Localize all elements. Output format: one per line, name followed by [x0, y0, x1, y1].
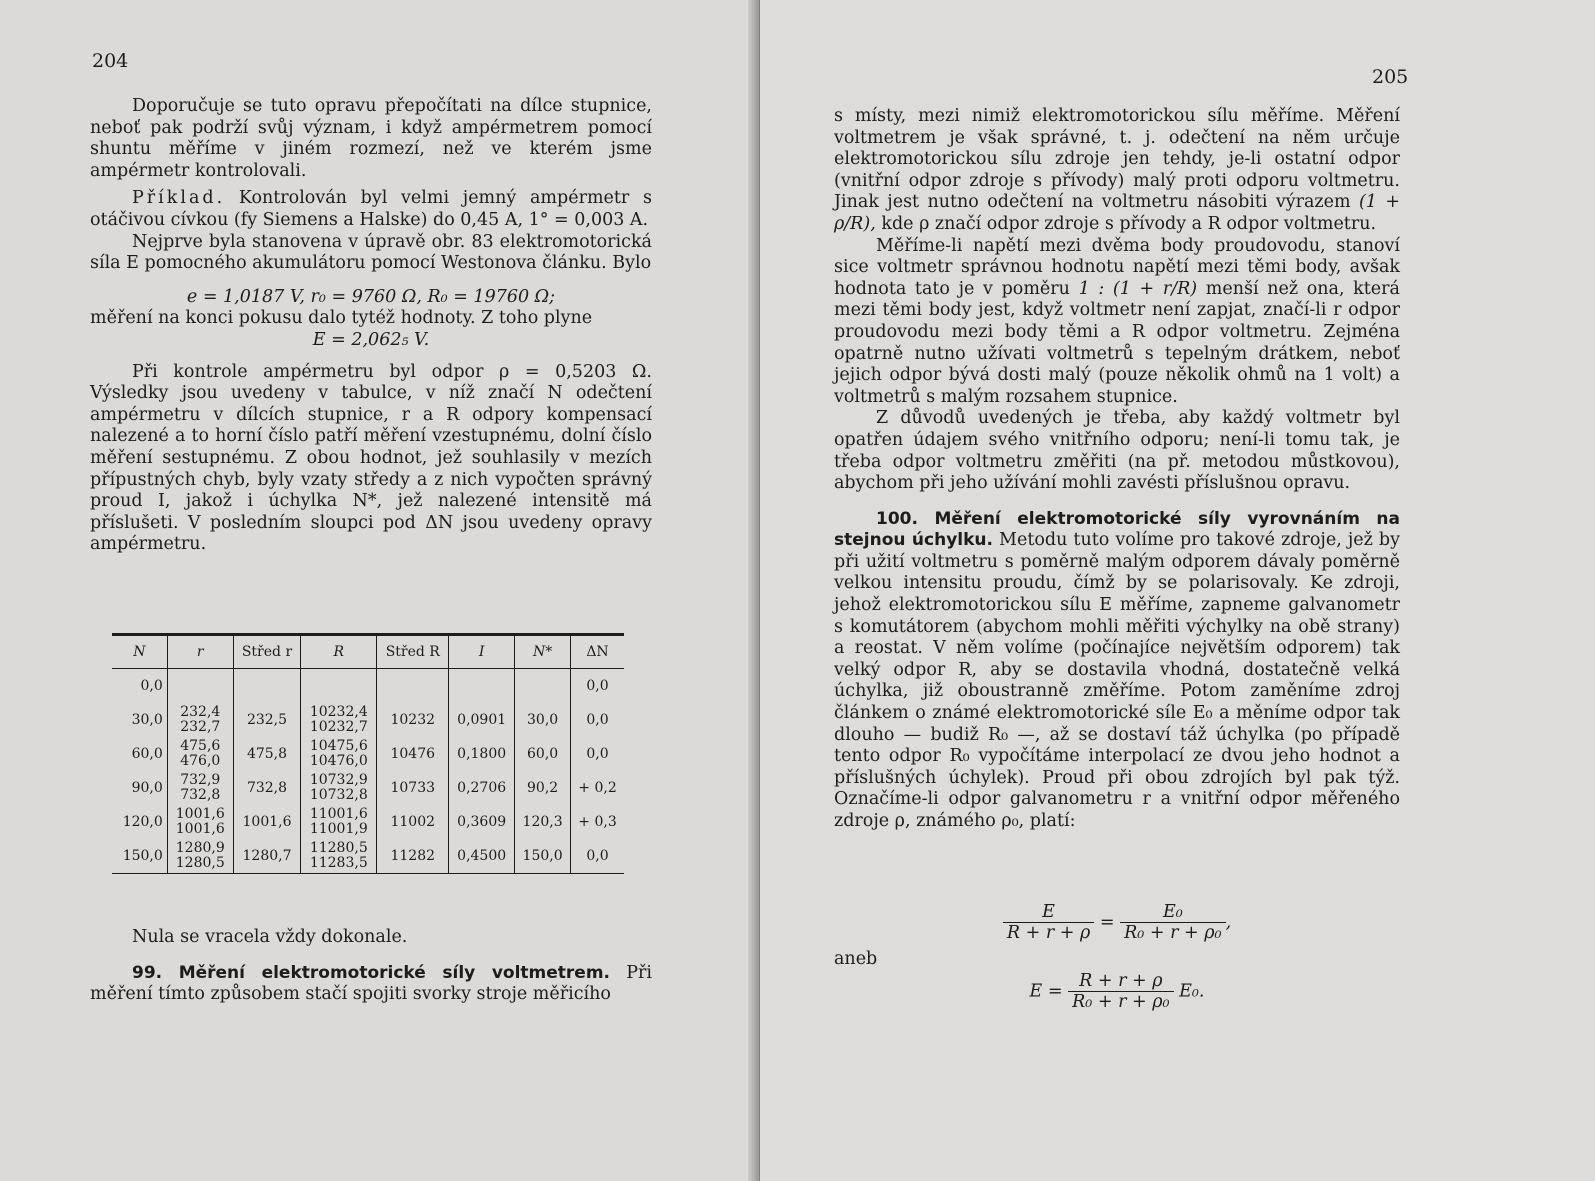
- cell-R: [301, 737, 377, 771]
- example-lead: Příklad.: [132, 188, 226, 209]
- left-body: [90, 96, 652, 556]
- cell-nstar: 150,0: [515, 839, 571, 874]
- formula-1: [834, 902, 1400, 943]
- cell-dn: 0,0: [571, 839, 624, 874]
- r-up: 1280,9: [175, 840, 225, 856]
- aneb: aneb: [834, 949, 878, 969]
- equation: e = 1,0187 V, r₀ = 9760 Ω, R₀ = 19760 Ω;: [186, 286, 556, 307]
- cell-R-mid: [377, 669, 449, 704]
- cell-r-mid: [233, 669, 300, 704]
- r-up: 1001,6: [175, 806, 225, 822]
- r-down: 1001,6: [175, 821, 225, 837]
- table-row: [112, 737, 624, 771]
- r-down: 732,8: [180, 787, 221, 803]
- r-down: 476,0: [180, 753, 221, 769]
- cell-n: 120,0: [122, 814, 163, 830]
- denominator: R₀ + r + ρ₀: [1072, 992, 1170, 1012]
- paragraph-text: kde ρ značí odpor zdroje s přívody a R odpor voltmetru.: [881, 213, 1377, 234]
- cell-dn: 0,0: [571, 669, 624, 704]
- R-up: 11280,5: [309, 840, 368, 856]
- left-page: [0, 0, 760, 1181]
- r-up: 232,4: [180, 704, 221, 720]
- section-100: [834, 509, 1400, 833]
- cell-r: [167, 771, 233, 805]
- cell-R: [301, 703, 377, 737]
- R-down: 11001,9: [309, 821, 368, 837]
- cell-r: [167, 805, 233, 839]
- paragraph: [834, 106, 1400, 236]
- cell-dn: + 0,3: [571, 805, 624, 839]
- r-down: 232,7: [180, 719, 221, 735]
- page-number-right: 205: [1372, 66, 1409, 88]
- R-down: 11283,5: [309, 855, 368, 871]
- col-header: N*: [515, 635, 571, 669]
- cell-dn: 0,0: [571, 703, 624, 737]
- measurement-table: [112, 633, 624, 874]
- R-up: 10475,6: [309, 738, 368, 754]
- col-header: N: [112, 635, 167, 669]
- r-down: 1280,5: [175, 855, 225, 871]
- cell-r: [167, 703, 233, 737]
- equals-sign: =: [1099, 912, 1115, 933]
- table-row: [112, 669, 624, 704]
- formula-block: [834, 902, 1400, 1012]
- cell-i: 0,4500: [449, 839, 515, 874]
- cell-n: 90,0: [131, 780, 163, 796]
- paragraph: Nejprve byla stanovena v úpravě obr. 83 elektromotorická síla E pomocného akumulátoru pomocí Westonova článku. Bylo: [90, 231, 652, 274]
- cell-r-mid: 1280,7: [233, 839, 300, 874]
- cell-nstar: 90,2: [515, 771, 571, 805]
- cell-r: [167, 737, 233, 771]
- section-99: [90, 963, 652, 1006]
- formula-tail: E₀.: [1179, 981, 1205, 1002]
- numerator: E₀: [1120, 902, 1225, 923]
- R-down: 10476,0: [309, 753, 368, 769]
- equation: E = 2,062₅ V.: [312, 329, 430, 350]
- paragraph-text: s místy, mezi nimiž elektromotorickou sílu měříme. Měření voltmetrem je však správné, t. j. odečtení na něm určuje elektromotorickou sílu zdroje jen tehdy, je-li ostatní odpor (vnitřní odpor zdroje s přívody) malý proti odporu voltmetru. Jinak jest nutno odečtení na voltmetru násobiti výrazem: [834, 106, 1400, 213]
- formula-2: [834, 971, 1400, 1012]
- section-heading: 99. Měření elektromotorické síly voltmetrem.: [132, 962, 611, 983]
- paragraph-text: Měříme-li napětí mezi dvěma body proudovodu, stanoví sice voltmetr správnou hodnotu napětí mezi těmi body, avšak hodnota tato je v poměru: [834, 235, 1400, 299]
- col-header: I: [449, 635, 515, 669]
- cell-n: 150,0: [112, 839, 167, 874]
- cell-R: [301, 839, 377, 874]
- table-row: [112, 805, 624, 839]
- cell-R: [301, 669, 377, 704]
- cell-R-mid: 10476: [377, 737, 449, 771]
- denominator: R₀ + r + ρ₀: [1124, 923, 1222, 943]
- formula-lhs: E =: [1029, 981, 1063, 1002]
- paragraph: měření na konci pokusu dalo tytéž hodnoty. Z toho plyne: [90, 308, 593, 329]
- cell-dn: 0,0: [571, 737, 624, 771]
- paragraph: [834, 236, 1400, 409]
- right-page: [760, 0, 1595, 1181]
- example-text: Kontrolován byl velmi jemný ampérmetr s otáčivou cívkou (fy Siemens a Halske) do 0,45 A, 1° = 0,003 A.: [90, 188, 652, 230]
- section-text: Metodu tuto volíme pro takové zdroje, jež by při užití voltmetru s poměrně malým odporem dávaly poměrně velkou intensitu proudu, čímž by se polarisovaly. Ke zdroji, jehož elektromotorickou sílu E měříme, zapneme galvanometr s komutátorem (abychom mohli měřiti výchylky na obě strany) a reostat. V něm volíme (počínajíce největším odporem) tak velký odpor R, aby se dostavila vhodná, dostatečně velká úchylka, již oboustranně změříme. Potom zaměníme zdroj článkem o známé elektromotorické síle E₀ a měníme odpor tak dlouho — budiž R₀ —, až se dostaví táž úchylka (po případě tento odpor R₀ vypočítáme interpolací ze dvou jeho hodnot a příslušných úchylek). Proud při obou zdrojích byl pak týž. Označíme-li odpor galvanometru r a vnitřní odpor měřeného zdroje ρ, známého ρ₀, platí:: [834, 530, 1400, 831]
- measurement-table-wrap: [112, 633, 624, 874]
- cell-r: [167, 669, 233, 704]
- cell-nstar: 120,3: [515, 805, 571, 839]
- paragraph-text: menší než ona, která mezi těmi body jest, když voltmetr není zapjat, značí-li r odpor proudovodu mezi body těmi a R odpor voltmetru. Zejména opatrně nutno užívati voltmetrů s tepelným drátkem, neboť jejich odpor bývá dosti malý (pouze několik ohmů na 1 volt) a voltmetrů s malým rozsahem stupnice.: [834, 278, 1400, 407]
- cell-R-mid: 10232: [377, 703, 449, 737]
- paragraph: Doporučuje se tuto opravu přepočítati na dílce stupnice, neboť pak podrží svůj význam, i když ampérmetrem pomocí shuntu měříme v jiném rozmezí, než ve kterém jsme ampérmetr kontrolovali.: [90, 96, 652, 181]
- cell-r-mid: 1001,6: [233, 805, 300, 839]
- cell-R: [301, 771, 377, 805]
- paragraph: Nula se vracela vždy dokonale.: [132, 927, 408, 947]
- numerator: R + r + ρ: [1068, 971, 1173, 992]
- cell-R: [301, 805, 377, 839]
- table-row: [112, 839, 624, 874]
- cell-nstar: 60,0: [515, 737, 571, 771]
- cell-n: 60,0: [131, 746, 163, 762]
- col-header: r: [167, 635, 233, 669]
- cell-nstar: [515, 669, 571, 704]
- cell-R-mid: 11002: [377, 805, 449, 839]
- R-up: 11001,6: [309, 806, 368, 822]
- cell-i: 0,3609: [449, 805, 515, 839]
- cell-r-mid: 232,5: [233, 703, 300, 737]
- cell-i: 0,2706: [449, 771, 515, 805]
- cell-i: 0,0901: [449, 703, 515, 737]
- R-up: 10232,4: [309, 704, 368, 720]
- cell-n: 30,0: [131, 712, 163, 728]
- cell-dn: + 0,2: [571, 771, 624, 805]
- table-row: [112, 703, 624, 737]
- cell-r-mid: 475,8: [233, 737, 300, 771]
- right-body: [834, 106, 1400, 833]
- col-header: ΔN: [571, 635, 624, 669]
- R-down: 10232,7: [309, 719, 368, 735]
- cell-i: [449, 669, 515, 704]
- paragraph: [90, 188, 652, 231]
- r-up: 475,6: [180, 738, 221, 754]
- section-heading: 100. Měření elektromotorické síly vyrovnáním na stejnou úchylku.: [834, 508, 1400, 551]
- punctuation: ,: [1225, 912, 1232, 933]
- fraction: [1120, 902, 1225, 943]
- R-down: 10732,8: [309, 787, 368, 803]
- fraction: [1068, 971, 1173, 1012]
- inline-formula: 1 : (1 + r/R): [1078, 278, 1198, 299]
- numerator: E: [1003, 902, 1094, 923]
- left-body-bottom: [90, 927, 652, 1006]
- cell-r-mid: 732,8: [233, 771, 300, 805]
- paragraph: Z důvodů uvedených je třeba, aby každý voltmetr byl opatřen údajem svého vnitřního odporu; není-li tomu tak, je třeba odpor voltmetru změřiti (na př. metodou můstkovou), abychom při jeho užívání mohli zavésti příslušnou opravu.: [834, 408, 1400, 494]
- R-up: 10732,9: [309, 772, 368, 788]
- inline-formula: (1 + ρ/R),: [834, 192, 1400, 234]
- cell-i: 0,1800: [449, 737, 515, 771]
- table-row: [112, 771, 624, 805]
- denominator: R + r + ρ: [1006, 923, 1091, 943]
- cell-R-mid: 10733: [377, 771, 449, 805]
- col-header: R: [301, 635, 377, 669]
- col-header: Střed R: [377, 635, 449, 669]
- cell-R-mid: 11282: [377, 839, 449, 874]
- paragraph: Při kontrole ampérmetru byl odpor ρ = 0,5203 Ω. Výsledky jsou uvedeny v tabulce, v níž značí N odečtení ampérmetru v dílcích stupnice, r a R odpory kompensací nalezené a to horní číslo patří měření vzestupnému, dolní číslo měření sestupnému. Z obou hodnot, jež souhlasily v mezích přípustných chyb, byly vzaty středy a z nich vypočten správný proud I, jakož i úchylka N*, jež nalezené intensitě má příslušeti. V posledním sloupci pod ΔN jsou uvedeny opravy ampérmetru.: [90, 361, 652, 555]
- cell-nstar: 30,0: [515, 703, 571, 737]
- cell-r: [167, 839, 233, 874]
- page-number-left: 204: [92, 50, 129, 72]
- fraction: [1003, 902, 1094, 943]
- section-text: Při měření tímto způsobem stačí spojiti svorky stroje měřicího: [90, 962, 652, 1005]
- cell-n: 0,0: [140, 678, 163, 694]
- col-header: Střed r: [233, 635, 300, 669]
- r-up: 732,9: [180, 772, 221, 788]
